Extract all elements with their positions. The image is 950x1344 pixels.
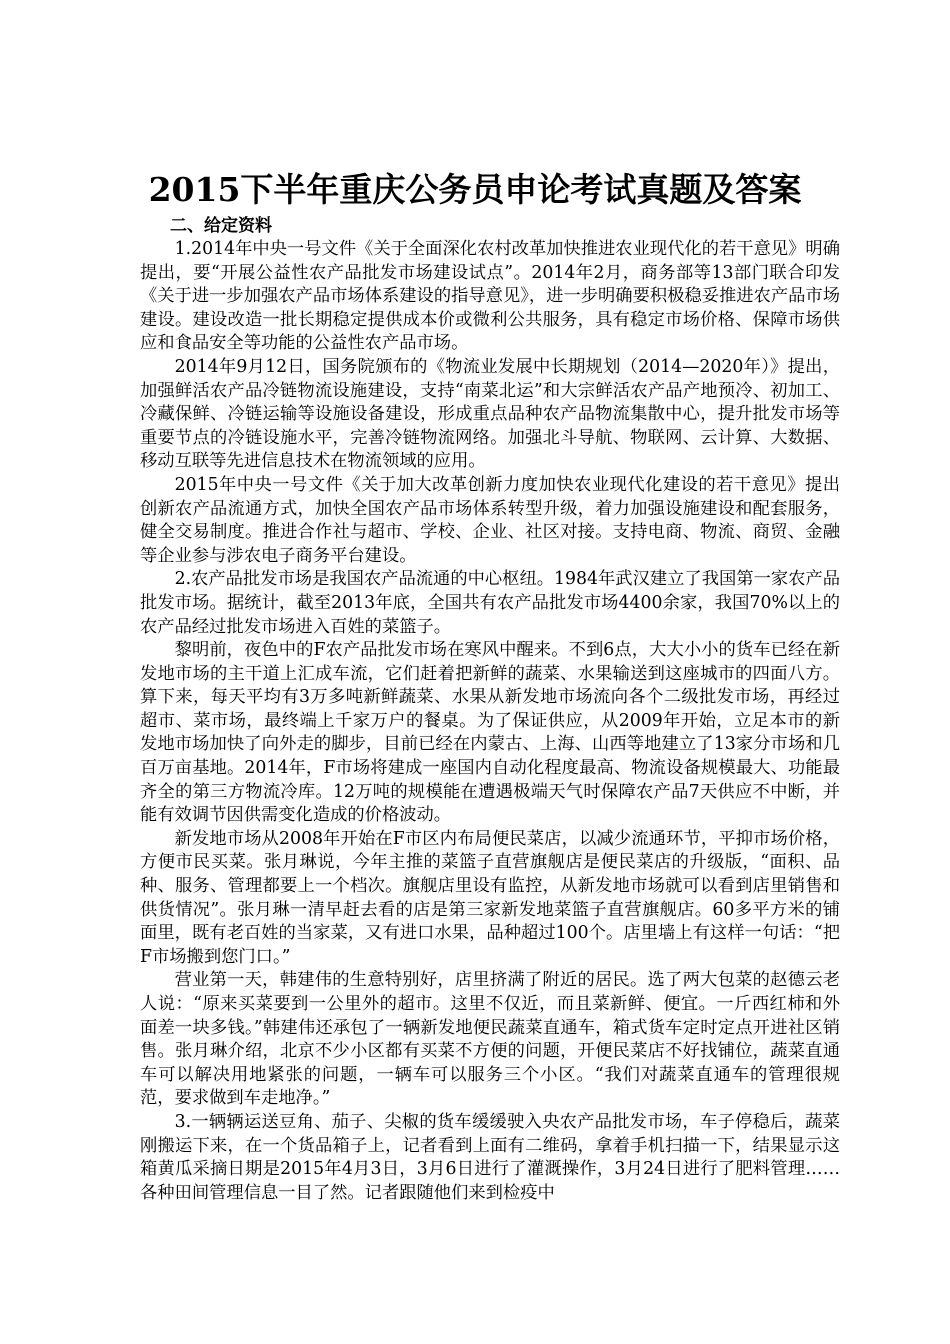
- paragraph: 营业第一天，韩建伟的生意特别好，店里挤满了附近的居民。选了两大包菜的赵德云老人说：“原来买菜要到一公里外的超市。这里不仅近，而且菜新鲜、便宜。一斤西红柿和外面差一块多钱。”韩建伟还承包了一辆新发地便民蔬菜直通车，箱式货车定时定点开进社区销售。张月琳介绍，北京不少小区都有买菜不方便的问题，开便民菜店不好找铺位，蔬菜直通车可以解决用地紧张的问题，一辆车可以服务三个小区。“我们对蔬菜直通车的管理很规范，要求做到车走地净。”: [140, 970, 840, 1109]
- document-title: 2015下半年重庆公务员申论考试真题及答案: [148, 170, 802, 209]
- paragraph: 2014年9月12日，国务院颁布的《物流业发展中长期规划（2014—2020年）》提出，加强鲜活农产品冷链物流设施建设，支持“南菜北运”和大宗鲜活农产品产地预冷、初加工、冷藏保鲜、冷链运输等设施设备建设，形成重点品种农产品物流集散中心，提升批发市场等重要节点的冷链设施水平，完善冷链物流网络。加强北斗导航、物联网、云计算、大数据、移动互联等先进信息技术在物流领域的应用。: [140, 356, 840, 472]
- paragraph: 1.2014年中央一号文件《关于全面深化农村改革加快推进农业现代化的若干意见》明确提出，要“开展公益性农产品批发市场建设试点”。2014年2月，商务部等13部门联合印发《关于进一步加强农产品市场体系建设的指导意见》，进一步明确要积极稳妥推进农产品市场建设。建设改造一批长期稳定提供成本价或微利公共服务，具有稳定市场价格、保障市场供应和食品安全等功能的公益性农产品市场。: [140, 239, 840, 354]
- document-body: [140, 238, 840, 1205]
- section-heading: 二、给定资料: [170, 216, 272, 236]
- paragraph: 2015年中央一号文件《关于加大改革创新力度加快农业现代化建设的若干意见》提出创新农产品流通方式，加快全国农产品市场体系转型升级，着力加强设施建设和配套服务，健全交易制度。推进合作社与超市、学校、企业、社区对接。支持电商、物流、商贸、金融等企业参与涉农电子商务平台建设。: [140, 474, 840, 566]
- paragraph: 黎明前，夜色中的F农产品批发市场在寒风中醒来。不到6点，大大小小的货车已经在新发地市场的主干道上汇成车流，它们赶着把新鲜的蔬菜、水果输送到这座城市的四面八方。算下来，每天平均有3万多吨新鲜蔬菜、水果从新发地市场流向各个二级批发市场，再经过超市、菜市场，最终端上千家万户的餐桌。为了保证供应，从2009年开始，立足本市的新发地市场加快了向外走的脚步，目前已经在内蒙古、上海、山西等地建立了13家分市场和几百万亩基地。2014年，F市场将建成一座国内自动化程度最高、物流设备规模最大、功能最齐全的第三方物流冷库。12万吨的规模能在遭遇极端天气时保障农产品7天供应不中断，并能有效调节因供需变化造成的价格波动。: [140, 640, 840, 826]
- paragraph: 新发地市场从2008年开始在F市区内布局便民菜店，以减少流通环节，平抑市场价格，方便市民买菜。张月琳说，今年主推的菜篮子直营旗舰店是便民菜店的升级版，“面积、品种、服务、管理都要上一个档次。旗舰店里设有监控，从新发地市场就可以看到店里销售和供货情况”。张月琳一清早赶去看的店是第三家新发地菜篮子直营旗舰店。60多平方米的铺面里，既有老百姓的当家菜，又有进口水果，品种超过100个。店里墙上有这样一句话：“把F市场搬到您门口。”: [140, 828, 840, 967]
- paragraph: 2.农产品批发市场是我国农产品流通的中心枢纽。1984年武汉建立了我国第一家农产品批发市场。据统计，截至2013年底，全国共有农产品批发市场4400余家，我国70%以上的农产品经过批发市场进入百姓的菜篮子。: [140, 569, 840, 637]
- paragraph: 3.一辆辆运送豆角、茄子、尖椒的货车缓缓驶入央农产品批发市场，车子停稳后，蔬菜刚搬运下来，在一个货品箱子上，记者看到上面有二维码，拿着手机扫描一下，结果显示这箱黄瓜采摘日期是2015年4月3日，3月6日进行了灌溉操作，3月24日进行了肥料管理……各种田间管理信息一目了然。记者跟随他们来到检疫中: [140, 1111, 840, 1203]
